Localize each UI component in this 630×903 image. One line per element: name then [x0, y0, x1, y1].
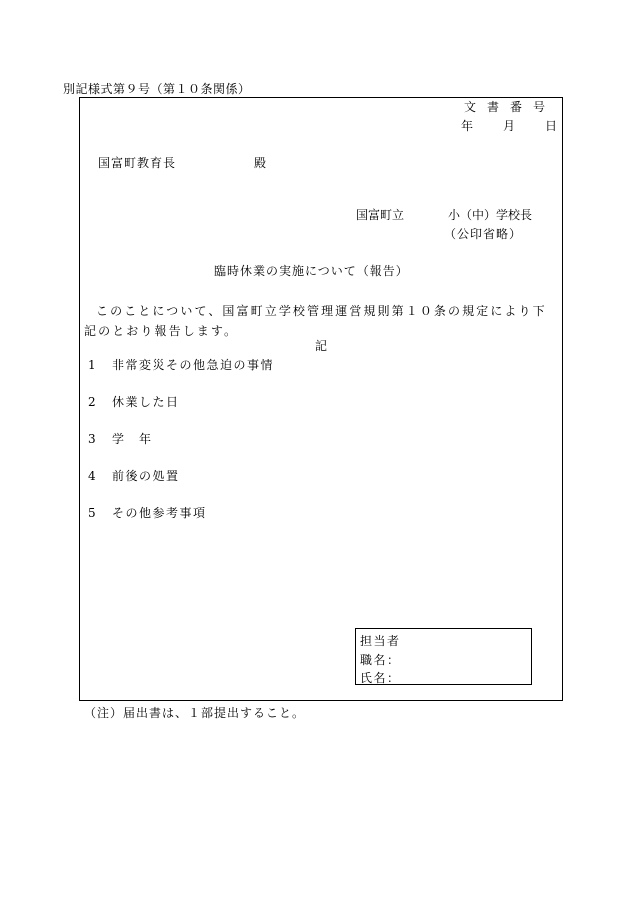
ki-heading: 記 [315, 339, 328, 353]
date-day-label: 日 [544, 119, 557, 133]
addressee: 国富町教育長 [98, 156, 177, 170]
footnote: （注）届出書は、１部提出すること。 [84, 706, 306, 720]
item-number: 4 [88, 469, 96, 483]
school-sender [356, 209, 532, 221]
list-item [88, 507, 207, 519]
list-item [88, 433, 153, 445]
honorific: 殿 [254, 156, 267, 170]
item-number: 2 [88, 395, 96, 409]
document-title: 臨時休業の実施について（報告） [214, 264, 409, 278]
date-year-label: 年 [461, 119, 474, 133]
item-text: 非常変災その他急迫の事情 [112, 358, 275, 372]
contact-person-label: 担当者 [360, 634, 401, 648]
item-text: 前後の処置 [112, 469, 180, 483]
item-number: 5 [88, 506, 96, 520]
date-month-label: 月 [502, 119, 515, 133]
form-label: 別記様式第９号（第１０条関係） [63, 82, 251, 96]
list-item [88, 470, 180, 482]
school-prefix: 国富町立 [356, 208, 405, 222]
item-number: 3 [88, 432, 96, 446]
contact-box [355, 628, 532, 685]
seal-note: （公印省略） [444, 227, 523, 241]
item-number: 1 [88, 358, 96, 372]
school-suffix: 小（中）学校長 [448, 208, 533, 222]
list-item [88, 396, 180, 408]
contact-position-label: 職名： [360, 652, 401, 667]
document-number-label: 文書番号 [463, 100, 556, 114]
item-text: 学 年 [112, 432, 153, 446]
contact-name-label: 氏名： [360, 671, 401, 685]
date-row [461, 120, 557, 132]
list-item [88, 359, 274, 371]
item-text: 休業した日 [112, 395, 180, 409]
body-text: このことについて、国富町立学校管理運営規則第１０条の規定により下記のとおり報告します。 [84, 304, 547, 338]
item-text: その他参考事項 [112, 506, 207, 520]
